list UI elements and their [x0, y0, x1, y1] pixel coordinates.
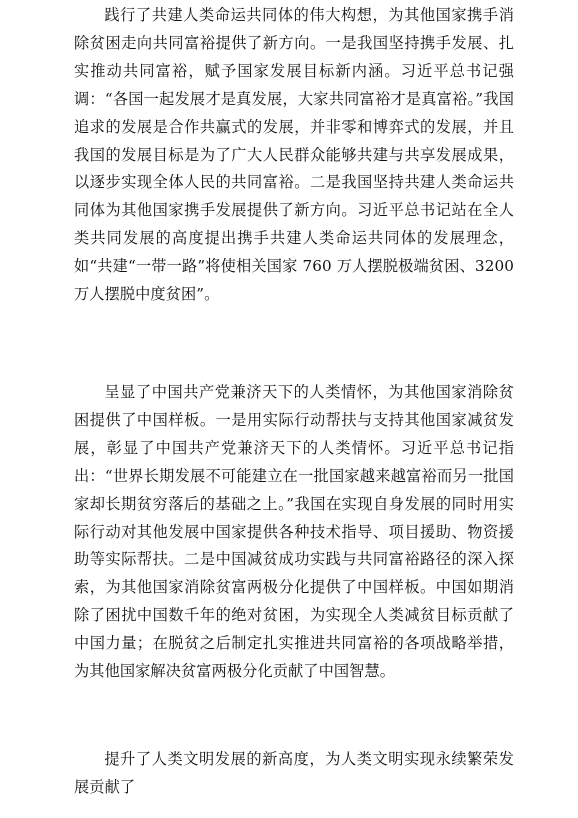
- paragraph-1: 践行了共建人类命运共同体的伟大构想，为其他国家携手消除贫困走向共同富裕提供了新方向。一是我国坚持携手发展、扎实推动共同富裕，赋予国家发展目标新内涵。习近平总书记强调：“各国一起发展才是真发展，大家共同富裕才是真富裕。”我国追求的发展是合作共赢式的发展，并非零和博弈式的发展，并且我国的发展目标是为了广大人民群众能够共建与共享发展成果，以逐步实现全体人民的共同富裕。二是我国坚持共建人类命运共同体为其他国家携手发展提供了新方向。习近平总书记站在全人类共同发展的高度提出携手共建人类命运共同体的发展理念，如“共建“一带一路”将使相关国家 760 万人摆脱极端贫困、3200 万人摆脱中度贫困”。: [74, 6, 514, 304]
- paragraph-3: 提升了人类文明发展的新高度，为人类文明实现永续繁荣发展贡献了: [74, 750, 514, 796]
- paragraph-2: 呈显了中国共产党兼济天下的人类情怀，为其他国家消除贫困提供了中国样板。一是用实际行动帮扶与支持其他国家减贫发展，彰显了中国共产党兼济天下的人类情怀。习近平总书记指出：“世界长期发展不可能建立在一批国家越来越富裕而另一批国家却长期贫穷落后的基础之上。”我国在实现自身发展的同时用实际行动对其他发展中国家提供各种技术指导、项目援助、物资援助等实际帮扶。二是中国减贫成功实践与共同富裕路径的深入探索，为其他国家消除贫富两极分化提供了中国样板。中国如期消除了困扰中国数千年的绝对贫困，为实现全人类减贫目标贡献了中国力量；在脱贫之后制定扎实推进共同富裕的各项战略举措，为其他国家解决贫富两极分化贡献了中国智慧。: [74, 383, 514, 681]
